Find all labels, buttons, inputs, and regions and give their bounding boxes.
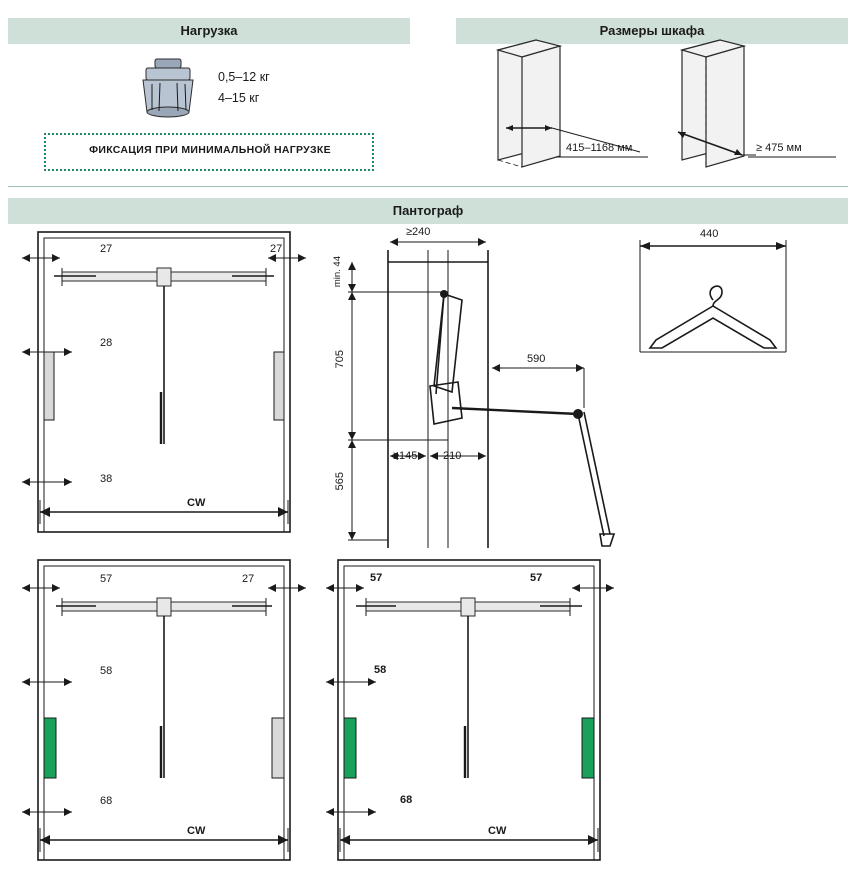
dim-bl-mid: 58 bbox=[100, 665, 113, 677]
weight-icon bbox=[143, 59, 193, 117]
section-header-load: Нагрузка bbox=[8, 18, 410, 44]
dim-br-top-right: 57 bbox=[530, 572, 543, 584]
pantograph-front-view-bottom-left bbox=[22, 560, 306, 860]
dim-tl-mid: 28 bbox=[100, 337, 113, 349]
dim-tl-width: CW bbox=[187, 497, 206, 509]
dim-br-mid: 58 bbox=[374, 664, 387, 676]
dim-tl-low: 38 bbox=[100, 473, 113, 485]
dim-bl-top-left: 57 bbox=[100, 573, 113, 585]
pantograph-front-view-top-left bbox=[22, 232, 306, 532]
dim-side-min: min. 44 bbox=[332, 256, 343, 288]
dim-bl-top-right: 27 bbox=[242, 573, 255, 585]
dim-br-top-left: 57 bbox=[370, 572, 383, 584]
cabinet-depth-view-icon bbox=[678, 40, 756, 167]
dim-side-arm: 590 bbox=[527, 353, 546, 365]
fixation-note-label: ФИКСАЦИЯ ПРИ МИНИМАЛЬНОЙ НАГРУЗКЕ bbox=[89, 144, 331, 156]
dim-side-base-right: 210 bbox=[443, 450, 462, 462]
section-header-cabinet-dimensions: Размеры шкафа bbox=[456, 18, 848, 44]
load-value-1: 0,5–12 кг bbox=[218, 70, 270, 84]
dim-br-low: 68 bbox=[400, 794, 413, 806]
pantograph-side-view bbox=[348, 238, 614, 548]
dim-tl-top-right: 27 bbox=[270, 243, 283, 255]
dim-side-top: ≥240 bbox=[406, 226, 431, 238]
dim-bl-low: 68 bbox=[100, 795, 113, 807]
dim-side-h2: 565 bbox=[334, 472, 346, 491]
dim-hanger-width: 440 bbox=[700, 228, 719, 240]
section-header-pantograph: Пантограф bbox=[8, 198, 848, 224]
pantograph-front-view-bottom-right bbox=[326, 560, 614, 860]
dim-bl-width: CW bbox=[187, 825, 206, 837]
dim-br-width: CW bbox=[488, 825, 507, 837]
load-value-2: 4–15 кг bbox=[218, 91, 260, 105]
dim-side-h1: 705 bbox=[334, 350, 346, 369]
cabinet-width-label: 415–1168 мм bbox=[566, 142, 633, 154]
dim-tl-top-left: 27 bbox=[100, 243, 113, 255]
dim-side-base-left: ≥145 bbox=[393, 450, 418, 462]
cabinet-depth-label: ≥ 475 мм bbox=[756, 142, 802, 154]
hanger-view bbox=[640, 240, 786, 352]
